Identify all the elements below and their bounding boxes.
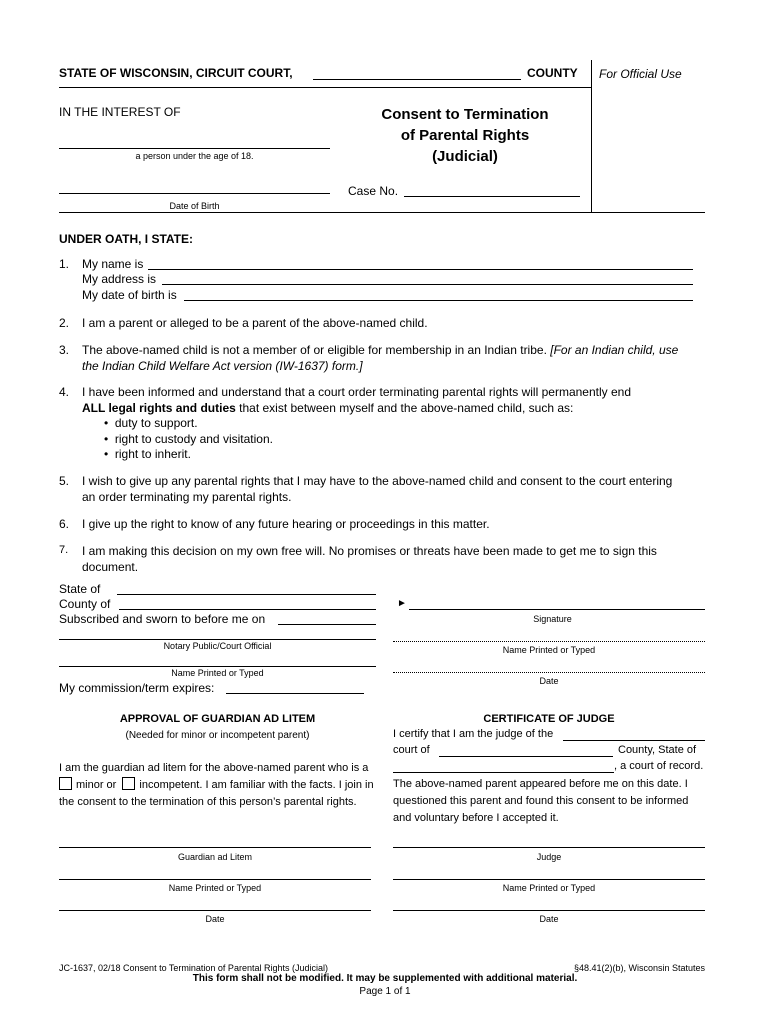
guardian-signature-caption: Guardian ad Litem	[177, 852, 253, 862]
judge-signature-caption: Judge	[536, 852, 562, 862]
official-use-divider	[591, 60, 592, 212]
parent-name-caption: Name Printed or Typed	[502, 645, 596, 655]
judge-name-field[interactable]	[393, 879, 705, 880]
item-number-1: 1.	[59, 257, 70, 271]
judge-line-4: The above-named parent appeared before me on this date. I	[393, 778, 688, 790]
bullet-item: • duty to support.	[104, 416, 198, 430]
statement-7-line-2: document.	[82, 559, 139, 574]
header-rule	[59, 87, 591, 88]
signature-arrow-icon: ►	[397, 598, 407, 609]
statement-2: I am a parent or alleged to be a parent of the above-named child.	[82, 316, 428, 330]
statement-4-line-1: I have been informed and understand that a court order terminating parental rights will permanently end	[82, 385, 631, 399]
judge-line-2a: court of	[393, 744, 430, 756]
county-of-label: County of	[59, 597, 111, 611]
guardian-line-2	[59, 777, 384, 794]
person-caption: a person under the age of 18.	[135, 151, 254, 161]
signature-caption: Signature	[533, 614, 572, 624]
judge-court-field[interactable]	[563, 740, 705, 741]
minor-label: minor or	[76, 779, 117, 791]
interest-of-label: IN THE INTEREST OF	[59, 105, 181, 119]
item-number-4: 4.	[59, 385, 70, 399]
statement-4	[82, 385, 722, 416]
incompetent-label: incompetent. I am familiar with the facts. I join in	[139, 779, 374, 791]
form-title	[340, 104, 590, 167]
minor-checkbox[interactable]	[59, 777, 72, 790]
my-dob-label: My date of birth is	[82, 288, 177, 302]
form-id: JC-1637, 02/18 Consent to Termination of Parental Rights (Judicial)	[59, 963, 328, 973]
statement-3	[82, 343, 722, 374]
judge-statement	[393, 776, 688, 827]
judge-line-2b: County, State of	[618, 744, 697, 756]
statement-3-note-2: the Indian Child Welfare Act version (IW-1637) form.]	[82, 358, 363, 373]
notary-name-caption: Name Printed or Typed	[171, 668, 264, 678]
sworn-label: Subscribed and sworn to before me on	[59, 612, 266, 626]
county-of-field[interactable]	[119, 609, 376, 610]
judge-line-1: I certify that I am the judge of the	[393, 728, 554, 740]
statement-3-text: The above-named child is not a member of or eligible for membership in an Indian tribe.	[82, 343, 547, 357]
header-bottom-rule	[59, 212, 591, 213]
judge-state-field[interactable]	[393, 772, 614, 773]
bullet-text: duty to support.	[114, 416, 198, 430]
oath-heading: UNDER OATH, I STATE:	[59, 232, 193, 246]
case-no-field[interactable]	[404, 196, 580, 197]
court-heading: STATE OF WISCONSIN, CIRCUIT COURT,	[59, 66, 293, 80]
county-name-field[interactable]	[313, 79, 521, 80]
child-name-field[interactable]	[59, 148, 330, 149]
my-address-field[interactable]	[162, 284, 693, 285]
item-number-2: 2.	[59, 316, 70, 330]
my-name-label: My name is	[82, 257, 144, 271]
judge-line-5: questioned this parent and found this consent to be informed	[393, 795, 689, 807]
statement-5	[82, 474, 722, 505]
state-of-label: State of	[59, 582, 101, 596]
title-line-1: Consent to Termination	[381, 106, 549, 123]
item-number-7: 7.	[59, 544, 69, 556]
sworn-date-field[interactable]	[278, 624, 376, 625]
official-use-label: For Official Use	[599, 67, 682, 81]
item-number-6: 6.	[59, 517, 70, 531]
judge-signature-field[interactable]	[393, 847, 705, 848]
judge-date-field[interactable]	[393, 910, 705, 911]
statement-5-line-2: an order terminating my parental rights.	[82, 489, 292, 504]
parent-date-caption: Date	[539, 676, 559, 686]
notary-name-field[interactable]	[59, 666, 376, 667]
guardian-line-3: the consent to the termination of this person’s parental rights.	[59, 796, 357, 808]
guardian-subheading: (Needed for minor or incompetent parent)	[125, 730, 310, 741]
guardian-date-caption: Date	[205, 914, 225, 924]
judge-line-6: and voluntary before I accepted it.	[393, 812, 559, 824]
dob-field[interactable]	[59, 193, 330, 194]
county-label: COUNTY	[527, 66, 578, 80]
judge-line-3: , a court of record.	[614, 760, 704, 772]
bullet-item: • right to custody and visitation.	[104, 431, 273, 446]
incompetent-checkbox[interactable]	[122, 777, 135, 790]
signature-field[interactable]	[409, 609, 705, 610]
bullet-list	[104, 416, 273, 463]
commission-label: My commission/term expires:	[59, 681, 215, 695]
guardian-date-field[interactable]	[59, 910, 371, 911]
my-name-field[interactable]	[148, 269, 693, 270]
statement-6: I give up the right to know of any future hearing or proceedings in this matter.	[82, 517, 490, 531]
judge-name-caption: Name Printed or Typed	[502, 883, 596, 893]
notary-caption: Notary Public/Court Official	[163, 641, 272, 651]
dob-caption: Date of Birth	[169, 201, 220, 211]
statement-7	[82, 544, 722, 575]
guardian-signature-field[interactable]	[59, 847, 371, 848]
guardian-statement	[59, 760, 384, 811]
item-number-5: 5.	[59, 474, 70, 488]
bullet-text: right to inherit.	[114, 447, 191, 461]
parent-name-field[interactable]	[393, 641, 705, 642]
notary-signature-field[interactable]	[59, 639, 376, 640]
my-address-label: My address is	[82, 272, 157, 286]
parent-date-field[interactable]	[393, 672, 705, 673]
modification-notice: This form shall not be modified. It may be supplemented with additional material.	[192, 973, 578, 984]
judge-heading: CERTIFICATE OF JUDGE	[483, 713, 615, 725]
page-number: Page 1 of 1	[359, 986, 411, 997]
title-line-3: (Judicial)	[432, 148, 498, 165]
judge-date-caption: Date	[539, 914, 559, 924]
statute-reference: §48.41(2)(b), Wisconsin Statutes	[573, 963, 705, 973]
official-use-bottom-rule	[591, 212, 705, 213]
statement-4-line-2: that exist between myself and the above-named child, such as:	[239, 400, 574, 415]
statement-3-note: [For an Indian child, use	[550, 343, 679, 357]
bullet-text: right to custody and visitation.	[114, 431, 273, 446]
title-line-2: of Parental Rights	[400, 127, 530, 144]
case-no-label: Case No.	[348, 184, 399, 198]
statement-5-line-1: I wish to give up any parental rights that I may have to the above-named child and consent to the court entering	[82, 474, 673, 488]
statement-7-line-1: I am making this decision on my own free will. No promises or threats have been made to get me to sign this	[82, 544, 657, 558]
guardian-line-1: I am the guardian ad litem for the above-named parent who is a	[59, 762, 369, 774]
statement-4-emphasis: ALL legal rights and duties	[82, 400, 236, 415]
guardian-heading: APPROVAL OF GUARDIAN AD LITEM	[119, 713, 316, 725]
commission-date-field[interactable]	[226, 693, 364, 694]
item-number-3: 3.	[59, 343, 70, 357]
guardian-name-caption: Name Printed or Typed	[168, 883, 262, 893]
my-dob-field[interactable]	[184, 300, 693, 301]
bullet-item: • right to inherit.	[104, 447, 191, 461]
guardian-name-field[interactable]	[59, 879, 371, 880]
judge-county-field[interactable]	[439, 756, 613, 757]
state-of-field[interactable]	[117, 594, 376, 595]
